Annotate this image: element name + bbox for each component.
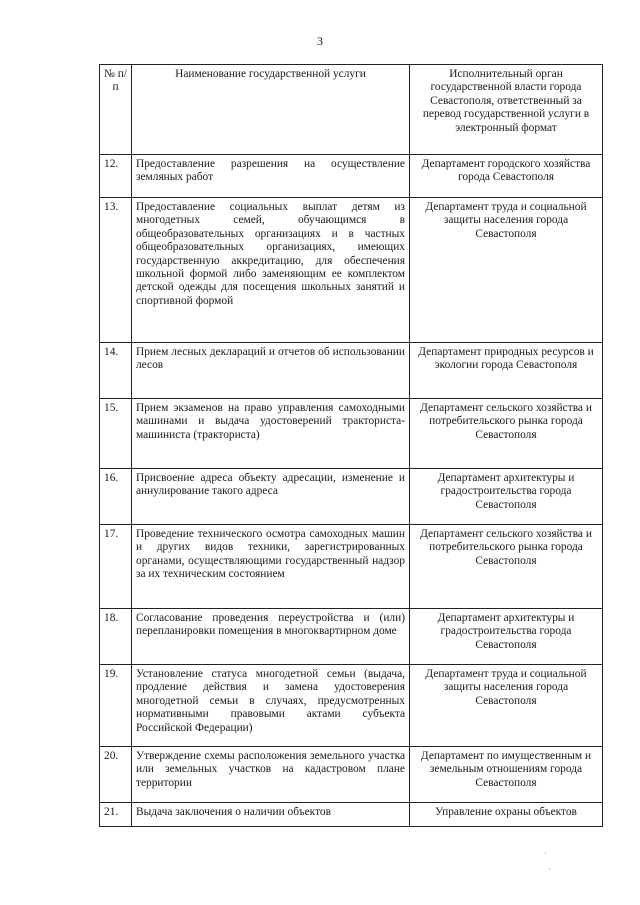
row-number: 18.: [100, 609, 132, 665]
row-service-name: Проведение технического осмотра самоходных машин и других видов техники, зарегистрированных органами, осуществляющими государственный надзор за их техническим состоянием: [132, 525, 410, 609]
scan-speck: ·: [548, 864, 551, 874]
row-responsible-body: Департамент труда и социальной защиты населения города Севастополя: [410, 198, 603, 343]
table-row: [100, 803, 603, 827]
row-responsible-body: Департамент архитектуры и градостроительства города Севастополя: [410, 609, 603, 665]
table-row: [100, 469, 603, 525]
page-number: 3: [317, 34, 323, 48]
row-responsible-body: Управление охраны объектов: [410, 803, 603, 827]
row-service-name: Утверждение схемы расположения земельного участка или земельных участков на кадастровом плане территории: [132, 747, 410, 803]
row-responsible-body: Департамент по имущественным и земельным отношениям города Севастополя: [410, 747, 603, 803]
row-responsible-body: Департамент труда и социальной защиты населения города Севастополя: [410, 665, 603, 747]
services-table: [99, 64, 603, 827]
table-header-row: [100, 65, 603, 155]
row-number: 17.: [100, 525, 132, 609]
row-responsible-body: Департамент природных ресурсов и экологии города Севастополя: [410, 343, 603, 399]
header-responsible-body: Исполнительный орган государственной власти города Севастополя, ответственный за перевод государственной услуги в электронный формат: [410, 65, 603, 155]
header-number: № п/п: [100, 65, 132, 155]
row-responsible-body: Департамент архитектуры и градостроительства города Севастополя: [410, 469, 603, 525]
table-row: [100, 343, 603, 399]
header-service-name: Наименование государственной услуги: [132, 65, 410, 155]
row-number: 15.: [100, 399, 132, 469]
row-responsible-body: Департамент сельского хозяйства и потребительского рынка города Севастополя: [410, 399, 603, 469]
table-row: [100, 747, 603, 803]
row-service-name: Предоставление социальных выплат детям из многодетных семей, обучающимся в общеобразовательных организациях и в частных общеобразовательных организациях, имеющих государственную аккредитацию, для обеспечения школьной формой либо заменяющим ее комплектом детской одежды для посещения школьных занятий и спортивной формой: [132, 198, 410, 343]
row-service-name: Присвоение адреса объекту адресации, изменение и аннулирование такого адреса: [132, 469, 410, 525]
scan-speck: ·: [544, 848, 547, 858]
table-row: [100, 525, 603, 609]
row-number: 13.: [100, 198, 132, 343]
row-service-name: Прием экзаменов на право управления самоходными машинами и выдача удостоверений тракториста-машиниста (тракториста): [132, 399, 410, 469]
row-service-name: Прием лесных деклараций и отчетов об использовании лесов: [132, 343, 410, 399]
row-responsible-body: Департамент городского хозяйства города Севастополя: [410, 155, 603, 198]
table-row: [100, 198, 603, 343]
row-number: 12.: [100, 155, 132, 198]
row-service-name: Предоставление разрешения на осуществление земляных работ: [132, 155, 410, 198]
table-row: [100, 609, 603, 665]
row-service-name: Установление статуса многодетной семьи (выдача, продление действия и замена удостоверения многодетной семьи в случаях, предусмотренных нормативными правовыми актами субъекта Российской Федерации): [132, 665, 410, 747]
row-number: 16.: [100, 469, 132, 525]
row-number: 21.: [100, 803, 132, 827]
row-number: 19.: [100, 665, 132, 747]
table-row: [100, 399, 603, 469]
table-row: [100, 155, 603, 198]
table-row: [100, 665, 603, 747]
row-service-name: Выдача заключения о наличии объектов: [132, 803, 410, 827]
row-number: 20.: [100, 747, 132, 803]
row-service-name: Согласование проведения переустройства и (или) перепланировки помещения в многоквартирном доме: [132, 609, 410, 665]
row-responsible-body: Департамент сельского хозяйства и потребительского рынка города Севастополя: [410, 525, 603, 609]
row-number: 14.: [100, 343, 132, 399]
